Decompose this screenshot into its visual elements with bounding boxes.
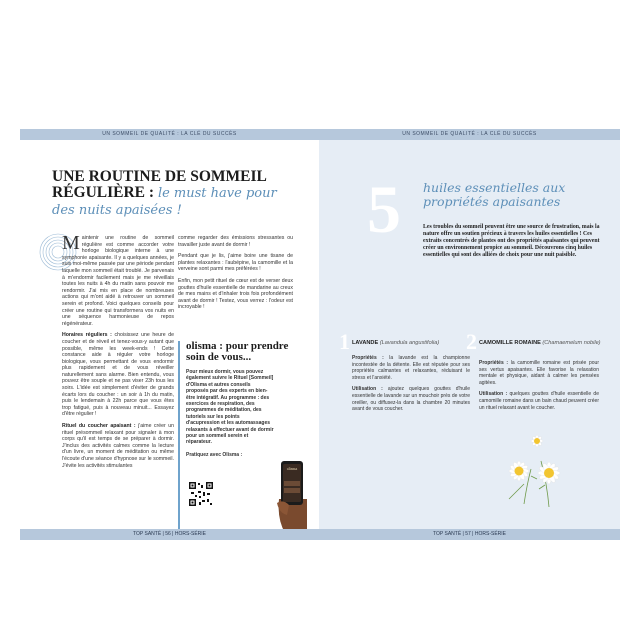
left-footer: TOP SANTÉ | 56 | HORS-SÉRIE	[20, 529, 319, 540]
oil2-latin: (Chamaemelum nobile)	[542, 340, 601, 346]
oil1-latin: (Lavandula angustifolia)	[379, 340, 440, 346]
oil2-number: 2	[466, 329, 477, 354]
chamomile-flowers-icon	[479, 429, 579, 509]
olisma-title: olisma : pour prendre soin de vous...	[186, 340, 289, 363]
right-page	[319, 129, 620, 540]
title-script: le must have pour des nuits apaisées !	[52, 186, 277, 218]
article-title	[52, 169, 292, 219]
left-header: UN SOMMEIL DE QUALITÉ : LA CLÉ DU SUCCÈS	[20, 129, 319, 140]
left-page	[20, 129, 319, 540]
right-footer: TOP SANTÉ | 57 | HORS-SÉRIE	[319, 529, 620, 540]
title-line2: RÉGULIÈRE :	[52, 184, 155, 201]
dropcap: M	[62, 232, 80, 254]
qr-code-icon[interactable]	[188, 481, 214, 507]
left-column-1	[62, 232, 175, 474]
col2-p2: Pendant que je lis, j'aime boire une tisane de plantes relaxantes : l'aubépine, la camomille et la verveine sont parmi mes préférées !	[178, 253, 293, 273]
p3-label: Rituel du coucher apaisant :	[62, 423, 136, 430]
flower-1	[509, 461, 529, 481]
right-header: UN SOMMEIL DE QUALITÉ : LA CLÉ DU SUCCÈS	[319, 129, 620, 140]
phone-brand: olisma	[286, 467, 298, 471]
oil2-props: la camomille romaine est prisée pour ses vertus apaisantes. Elle favorise la relaxation mentale et physique, aidant à calmer les pensées agitées.	[479, 360, 600, 386]
oil1-title	[352, 340, 472, 346]
magazine-spread	[20, 129, 620, 540]
oil2-title	[479, 340, 609, 346]
left-column-2	[178, 235, 293, 316]
phone-in-hand-icon	[275, 459, 307, 533]
oil1-props-label: Propriétés :	[352, 355, 384, 361]
oil2-use-label: Utilisation :	[479, 391, 508, 398]
olisma-sidebar	[178, 341, 304, 531]
p3-text: j'aime créer un rituel présommeil relaxant pour signaler à mon corps qu'il est temps de se préparer à dormir. J'inclus des activités calmes comme la lecture d'un livre, un moment de méditation ou même l'écoute d'une séance d'hypnose sur le sommeil. J'évite les activités stimulantes	[62, 423, 174, 469]
right-title: huiles essentielles aux propriétés apaisantes	[423, 180, 566, 209]
oil1-use: ajoutez quelques gouttes d'huile essentielle de lavande sur un mouchoir près de votre oreiller, ou diffusez-la dans la chambre 20 minutes avant de vous coucher.	[352, 386, 470, 413]
oil1-props: la lavande est la championne incontestée de la détente. Elle est réputée pour ses propriétés calmantes et relaxantes, réduisant le stress et l'anxiété.	[352, 355, 470, 381]
oil2-body	[479, 360, 599, 416]
oil1-body	[352, 355, 470, 418]
oil1-number: 1	[339, 329, 350, 354]
right-intro: Les troubles du sommeil peuvent être une source de frustration, mais la nature offre un soutien précieux à travers les huiles essentielles ! Ces extraits concentrés de plantes ont des propriétés apaisantes qui peuvent créer un environnement propice au sommeil. Découvrons cinq huiles essentielles qui sont des alliées de choix pour une nuit paisible.	[423, 224, 600, 258]
olisma-body: Pour mieux dormir, vous pouvez également suivre le Rituel [Sommeil] d'Olisma et autres conseils proposés par des experts en bien-être intégratif. Au programme : des exercices de respiration, des programmes de méditation, des tutoriels sur les points d'acupression et les automassages relaxants à effectuer avant de dormir pour un sommeil serein et réparateur.	[186, 369, 274, 446]
p2-text: choisissez une heure de coucher et de réveil et tenez-vous-y autant que possible, même les week-ends ! Cette constance aide à réguler votre horloge biologique, vous permettant de vous endormir plus rapidement et de vous réveiller naturellement sans alarme. Bien entendu, vous pouvez être souple et ne pas viser 23h tous les soirs. L'idée est simplement d'éviter de grands écarts lors du coucher : un soir à 1h du matin, puis le lendemain à 22h parce que vous êtes trop fatigué, puis à nouveau minuit... Essayez d'être régulier !	[62, 332, 175, 418]
oil2-use: quelques gouttes d'huile essentielle de camomille romaine dans un bain chaud peuvent créer un rituel relaxant avant le coucher.	[479, 391, 599, 411]
oil2-props-label: Propriétés :	[479, 360, 509, 366]
oil2-name: CAMOMILLE ROMAINE	[479, 340, 541, 346]
oil1-use-label: Utilisation :	[352, 386, 383, 393]
title-line1: UNE ROUTINE DE SOMMEIL	[52, 168, 267, 185]
intro-paragraph: aintenir une routine de sommeil régulière est comme accorder votre horloge biologique interne à une symphonie apaisante. Il y a quelques années, je suis moi-même passée par une période pendant laquelle mon sommeil était troublé. Je parvenais à m'endormir facilement mais je me réveillais toutes les nuits à 4h du matin sans pouvoir me rendormir. J'ai mis en place de nombreuses actions qui m'ont aidé à retrouver un sommeil serein et profond. Voici quelques conseils pour créer une routine qui transformera vos nuits en une séquence harmonieuse de repos régénérateur.	[62, 235, 174, 327]
p2-label: Horaires réguliers :	[62, 332, 112, 339]
olisma-cta: Pratiquez avec Olisma :	[186, 451, 243, 458]
col2-p1: comme regarder des émissions stressantes ou travailler juste avant de dormir !	[178, 235, 293, 248]
big-number: 5	[367, 171, 401, 247]
col2-p3: Enfin, mon petit rituel de cœur est de verser deux gouttes d'huile essentielle de mandarine au creux de mes mains et d'inhaler trois fois profondément avant de dormir ! Testez, vous verrez : l'odeur est incroyable !	[178, 277, 293, 311]
oil1-name: LAVANDE	[352, 340, 379, 346]
